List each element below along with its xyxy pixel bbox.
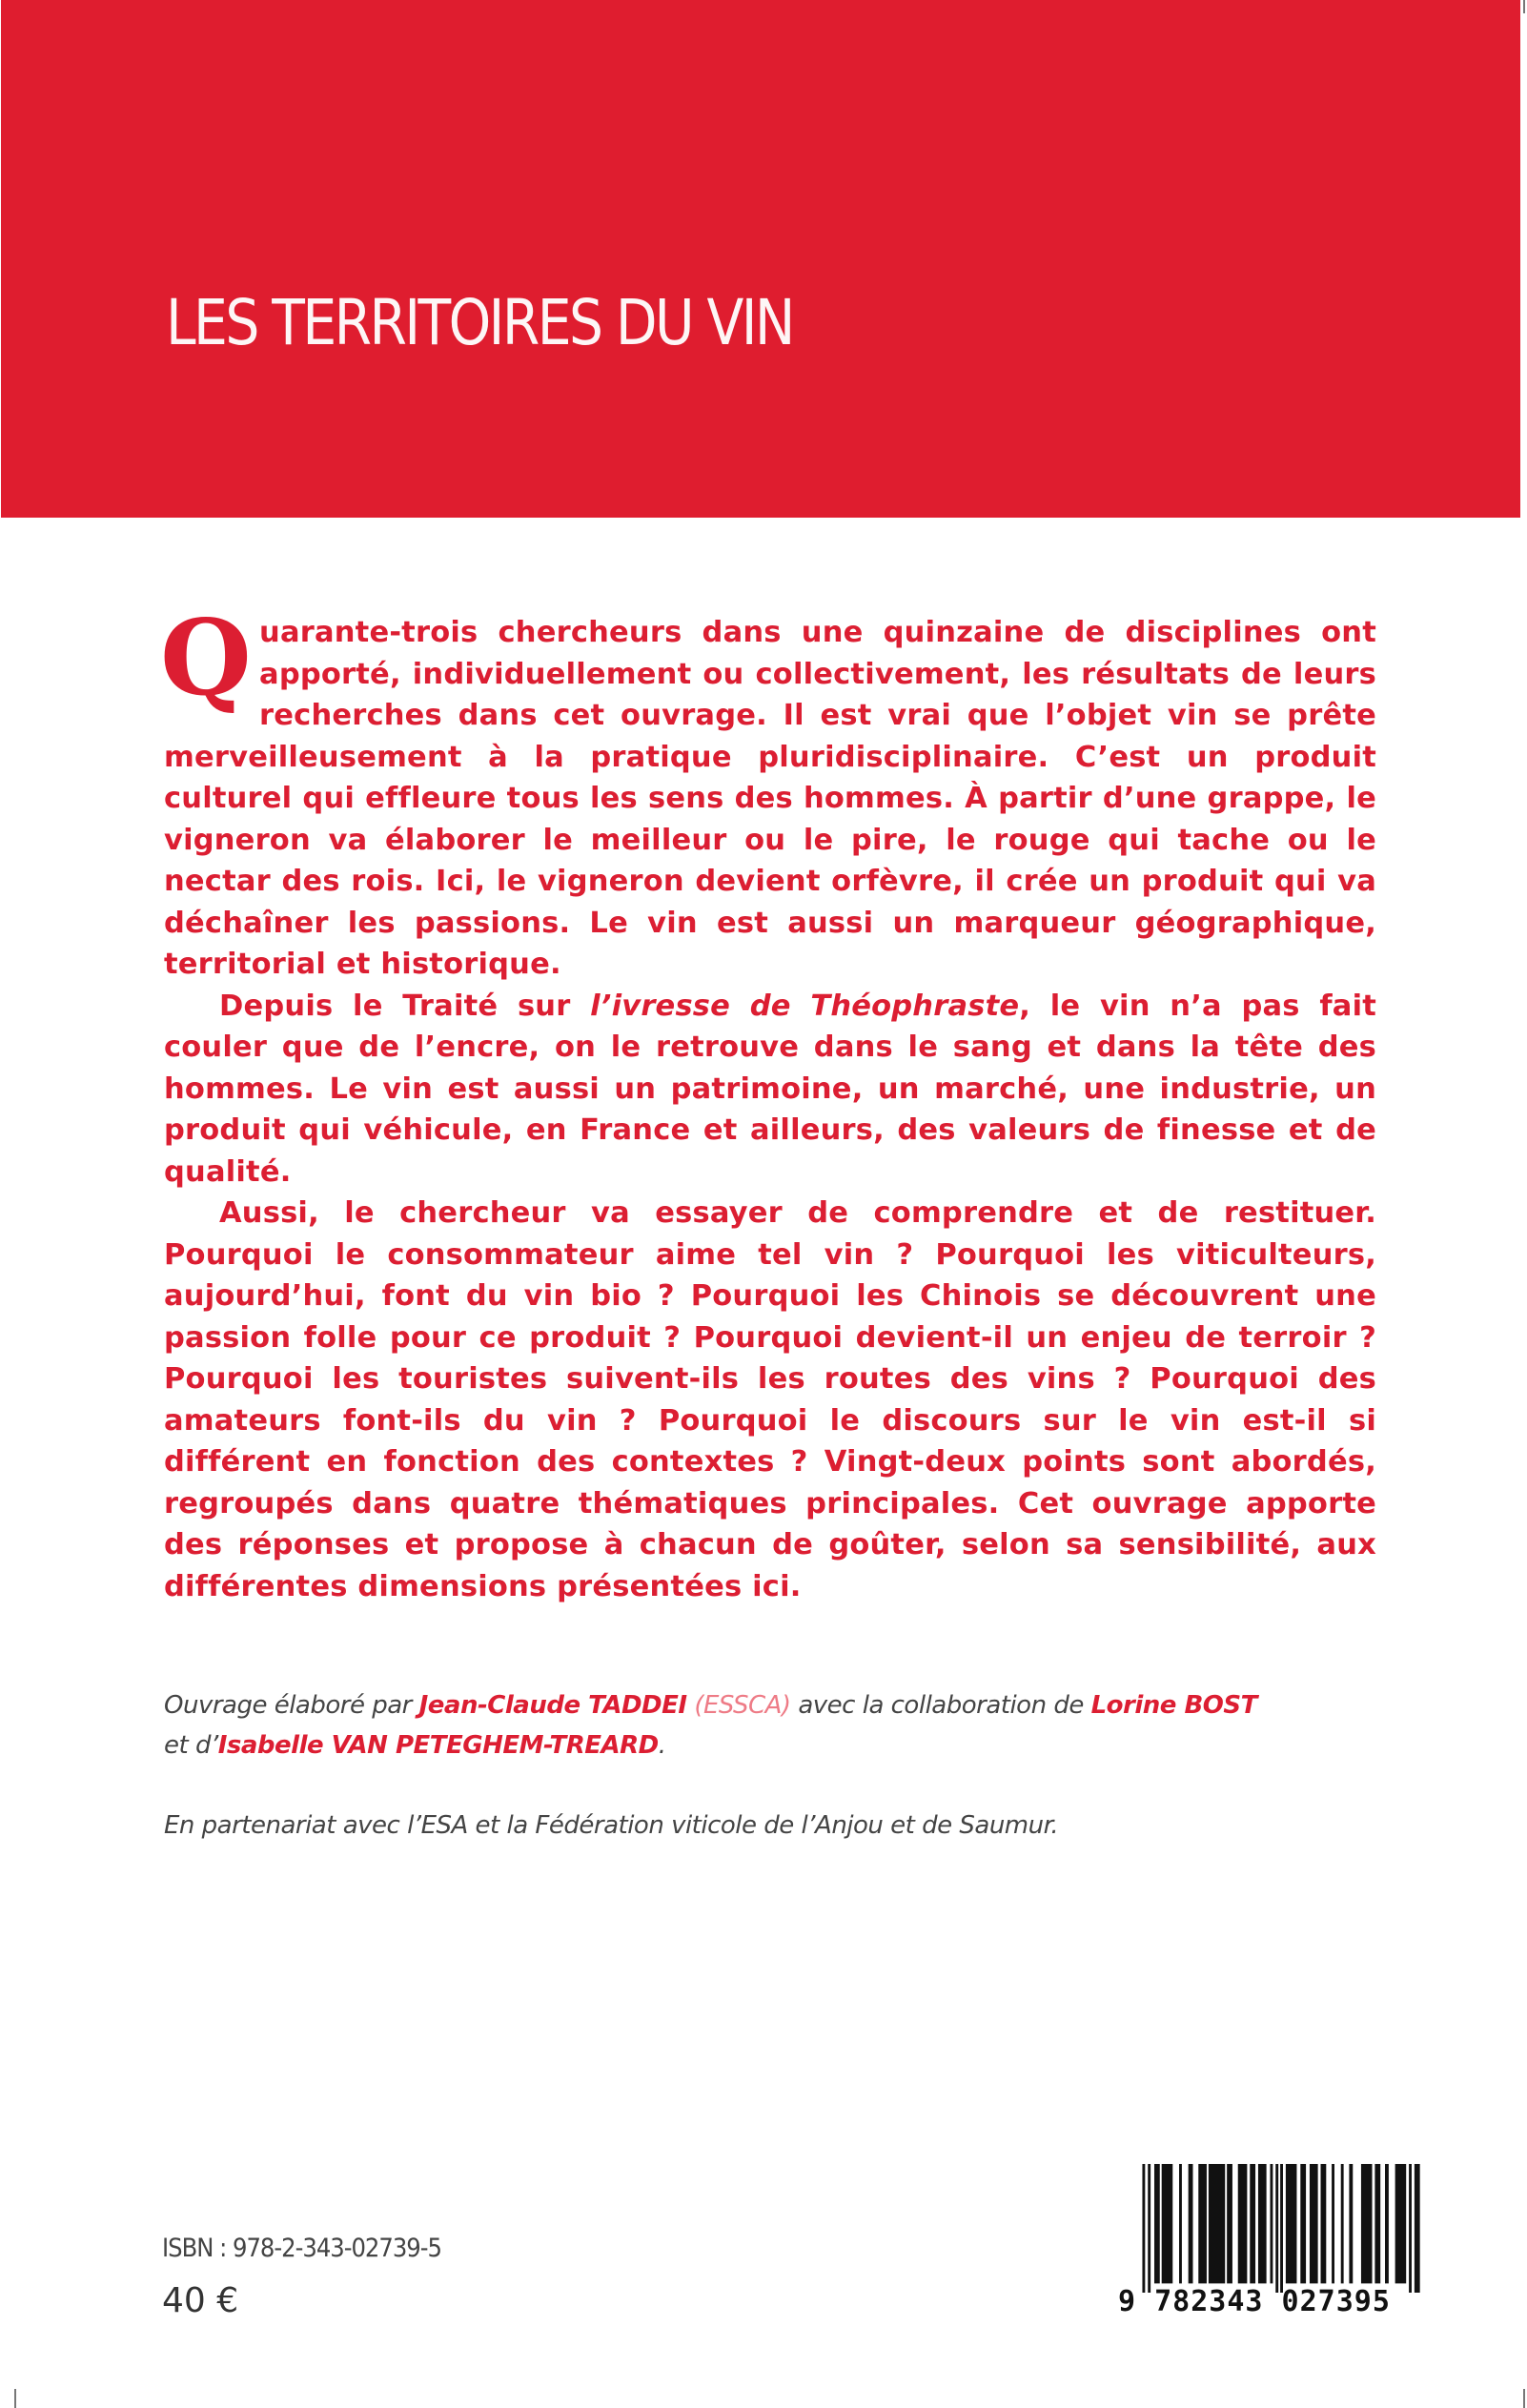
barcode <box>1118 2164 1428 2318</box>
crop-mark-bottom-left <box>14 2389 16 2408</box>
paragraph-2-text-b: , le vin n’a pas fait couler que de l’encre, on le retrouve dans le sang et dans la tête des hommes. Le vin est aussi un patrimoine, un marché, une industrie, un produit qui véhicule, en France et ailleurs, des valeurs de finesse et de qualité. <box>164 989 1377 1189</box>
credits-end: . <box>658 1731 666 1760</box>
drop-cap: Q <box>160 596 253 719</box>
credits <box>164 1685 1403 1765</box>
crop-mark-top-right <box>1523 0 1525 13</box>
barcode-bars-icon <box>1137 2164 1428 2293</box>
blurb-paragraph-1 <box>160 596 1376 986</box>
paragraph-2-text-a: Depuis le Traité sur <box>219 989 591 1023</box>
author-name: Jean-Claude TADDEI <box>418 1691 687 1720</box>
collaborator-name-2: Isabelle VAN PETEGHEM-TREARD <box>217 1731 659 1760</box>
credits-line <box>164 1685 1403 1765</box>
back-cover-blurb <box>160 596 1377 1607</box>
credits-connector: et d’ <box>164 1731 218 1760</box>
blurb-paragraph-3: Aussi, le chercheur va essayer de comprendre et de restituer. Pourquoi le consommateur aime tel vin ? Pourquoi les viticulteurs, aujourd’hui, font du vin bio ? Pourquoi les Chinois se découvrent une passion folle pour ce produit ? Pourquoi devient-il un enjeu de terroir ? Pourquoi les touristes suivent-ils les routes des vins ? Pourquoi des amateurs font-ils du vin ? Pourquoi le discours sur le vin est-il si différent en fonction des contextes ? Vingt-deux points sont abordés, regroupés dans quatre thématiques principales. Cet ouvrage apporte des réponses et propose à chacun de goûter, selon sa sensibilité, aux différentes dimensions présentées ici. <box>164 1196 1376 1603</box>
crop-mark-bottom-right <box>1523 2389 1525 2408</box>
book-title: LES TERRITOIRES DU VIN <box>166 286 793 359</box>
author-affiliation: (ESSCA) <box>686 1691 791 1720</box>
credits-mid: avec la collaboration de <box>790 1691 1091 1720</box>
paragraph-1-text: uarante-trois chercheurs dans une quinzaine de disciplines ont apporté, individuellement ou collectivement, les résultats de leurs recherches dans cet ouvrage. Il est vrai que l’objet vin se prête merveilleusement à la pratique pluridisciplinaire. C’est un produit culturel qui effleure tous les sens des hommes. À partir d’une grappe, le vigneron va élaborer le meilleur ou le pire, le rouge qui tache ou le nectar des rois. Ici, le vigneron devient orfèvre, il crée un produit qui va déchaîner les passions. Le vin est aussi un marqueur géographique, territorial et historique. <box>164 616 1376 981</box>
barcode-digits: 9 782343 027395 <box>1118 2285 1391 2318</box>
collaborator-name-1: Lorine BOST <box>1090 1691 1257 1720</box>
blurb-paragraph-2 <box>164 986 1376 1194</box>
isbn: ISBN : 978-2-343-02739-5 <box>162 2234 441 2263</box>
partnership-note: En partenariat avec l’ESA et la Fédération viticole de l’Anjou et de Saumur. <box>164 1811 1059 1840</box>
credits-prefix: Ouvrage élaboré par <box>164 1691 419 1720</box>
price: 40 € <box>162 2281 239 2320</box>
title-band <box>1 0 1520 518</box>
book-reference-italic: l’ivresse de Théophraste <box>590 989 1020 1023</box>
